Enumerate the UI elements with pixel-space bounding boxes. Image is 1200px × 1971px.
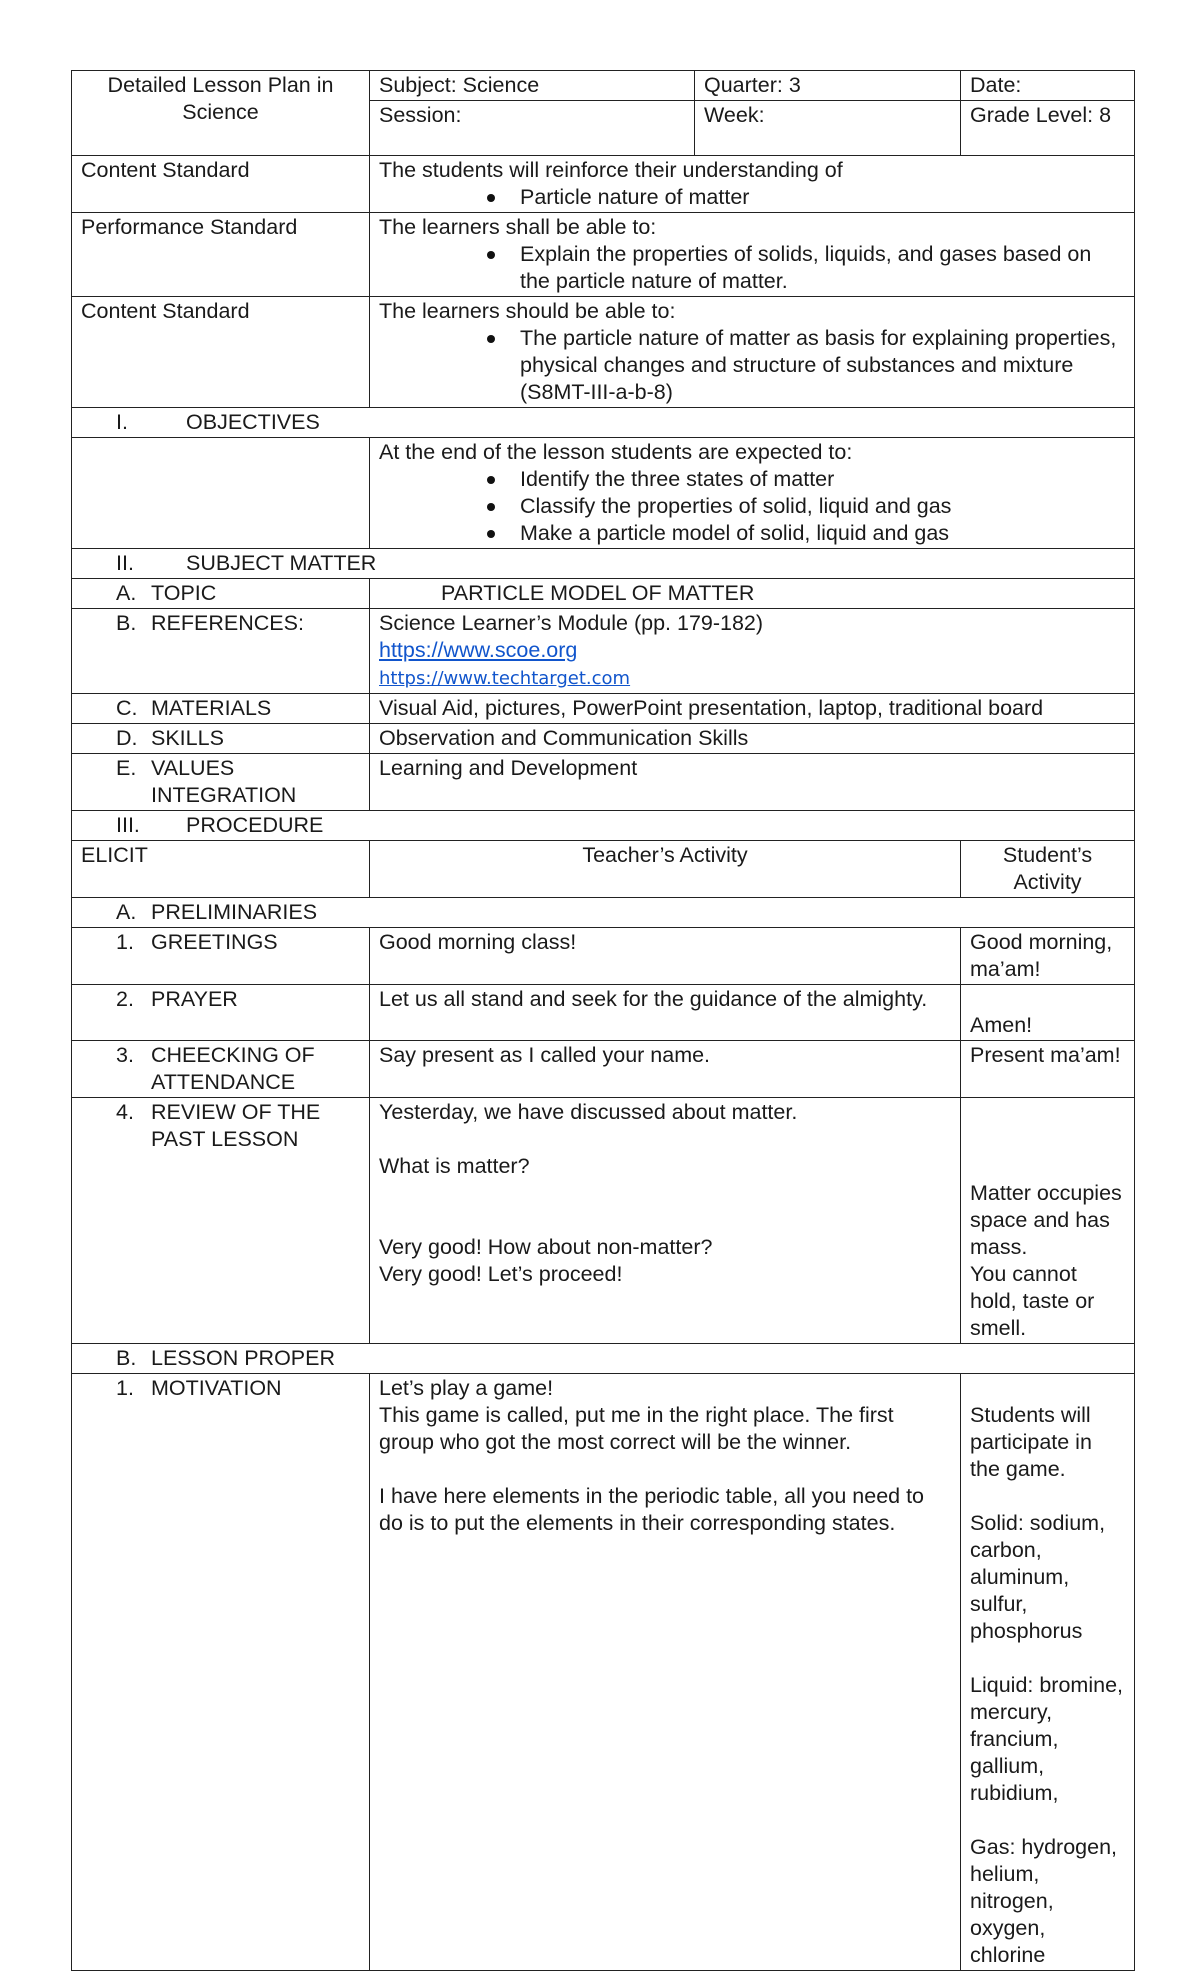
section-number: II. xyxy=(116,551,134,575)
teacher-line: Let’s play a game! xyxy=(379,1376,554,1400)
week-cell: Week: xyxy=(695,101,961,156)
item-letter: B. xyxy=(116,1346,137,1370)
objectives-content xyxy=(370,438,1135,549)
standard-content xyxy=(370,213,1135,297)
item-label: REFERENCES: xyxy=(151,611,304,635)
section-heading-row xyxy=(72,408,1135,438)
objectives-bullets xyxy=(379,466,1125,547)
student-line: Gas: hydrogen, helium, nitrogen, oxygen, chlorine xyxy=(970,1835,1118,1967)
student-line: Liquid: bromine, mercury, francium, gallium, rubidium, xyxy=(970,1673,1123,1805)
references-label-cell xyxy=(72,609,370,694)
subject-matter-heading xyxy=(72,549,1135,579)
subject-cell: Subject: Science xyxy=(370,71,695,101)
skills-row xyxy=(72,724,1135,754)
student-review xyxy=(961,1098,1135,1344)
bullet-item: Classify the properties of solid, liquid and gas xyxy=(520,493,1125,520)
item-number: 1. xyxy=(116,930,134,954)
standard-bullets xyxy=(379,241,1125,295)
item-label: GREETINGS xyxy=(151,930,278,954)
objectives-row xyxy=(72,438,1135,549)
attendance-label-cell xyxy=(72,1041,370,1098)
standard-intro: The students will reinforce their understanding of xyxy=(379,158,843,182)
teacher-line: This game is called, put me in the right place. The first group who got the most correct will be the winner. xyxy=(379,1403,894,1454)
item-label: CHEECKING OF ATTENDANCE xyxy=(151,1043,315,1094)
materials-value: Visual Aid, pictures, PowerPoint presentation, laptop, traditional board xyxy=(370,694,1135,724)
quarter-cell: Quarter: 3 xyxy=(695,71,961,101)
teacher-motivation xyxy=(370,1374,961,1971)
teacher-line: Very good! How about non-matter? xyxy=(379,1235,713,1259)
section-number: III. xyxy=(116,813,140,837)
item-letter: A. xyxy=(116,581,137,605)
standard-bullets xyxy=(379,325,1125,406)
item-label: PRELIMINARIES xyxy=(151,900,318,924)
item-label: VALUES INTEGRATION xyxy=(151,756,297,807)
lesson-plan-table xyxy=(71,70,1135,1971)
item-label: REVIEW OF THE PAST LESSON xyxy=(151,1100,321,1151)
bullet-item: Explain the properties of solids, liquids, and gases based on the particle nature of matter. xyxy=(520,241,1125,295)
bullet-item: Particle nature of matter xyxy=(520,184,1125,211)
prayer-row xyxy=(72,985,1135,1041)
skills-label-cell xyxy=(72,724,370,754)
references-value xyxy=(370,609,1135,694)
teacher-prayer: Let us all stand and seek for the guidance of the almighty. xyxy=(370,985,961,1041)
activity-header-row xyxy=(72,841,1135,898)
item-letter: A. xyxy=(116,900,137,924)
greetings-row xyxy=(72,928,1135,985)
values-label-cell xyxy=(72,754,370,811)
values-row xyxy=(72,754,1135,811)
bullet-item: Identify the three states of matter xyxy=(520,466,1125,493)
preliminaries-heading xyxy=(72,898,1135,928)
teacher-line: I have here elements in the periodic table, all you need to do is to put the elements in their corresponding states. xyxy=(379,1484,925,1535)
item-number: 2. xyxy=(116,987,134,1011)
references-text: Science Learner’s Module (pp. 179-182) xyxy=(379,611,764,635)
student-line: Matter occupies space and has mass. xyxy=(970,1181,1122,1259)
topic-label-cell xyxy=(72,579,370,609)
section-title: PROCEDURE xyxy=(186,813,324,837)
procedure-heading xyxy=(72,811,1135,841)
standard-label: Content Standard xyxy=(72,297,370,408)
standard-content xyxy=(370,156,1135,213)
section-title: SUBJECT MATTER xyxy=(186,551,377,575)
motivation-row xyxy=(72,1374,1135,1971)
item-label: TOPIC xyxy=(151,581,217,605)
bullet-item: The particle nature of matter as basis for explaining properties, physical changes and structure of substances and mixture (S8MT-III-a-b-8) xyxy=(520,325,1125,406)
references-row xyxy=(72,609,1135,694)
standard-label: Performance Standard xyxy=(72,213,370,297)
standard-row xyxy=(72,297,1135,408)
student-line: Students will participate in the game. xyxy=(970,1403,1092,1481)
item-number: 3. xyxy=(116,1043,134,1067)
elicit-label: ELICIT xyxy=(72,841,370,898)
standard-intro: The learners should be able to: xyxy=(379,299,676,323)
topic-row xyxy=(72,579,1135,609)
item-letter: D. xyxy=(116,726,138,750)
values-value: Learning and Development xyxy=(370,754,1135,811)
item-label: MOTIVATION xyxy=(151,1376,282,1400)
date-cell: Date: xyxy=(961,71,1135,101)
item-label: LESSON PROPER xyxy=(151,1346,335,1370)
lesson-proper-heading xyxy=(72,1344,1135,1374)
item-label: PRAYER xyxy=(151,987,238,1011)
student-prayer: Amen! xyxy=(961,985,1135,1041)
subsection-row xyxy=(72,898,1135,928)
empty-cell xyxy=(72,438,370,549)
teacher-attendance: Say present as I called your name. xyxy=(370,1041,961,1098)
materials-row xyxy=(72,694,1135,724)
session-cell: Session: xyxy=(370,101,695,156)
item-number: 4. xyxy=(116,1100,134,1124)
section-number: I. xyxy=(116,410,128,434)
student-line: You cannot hold, taste or smell. xyxy=(970,1262,1095,1340)
item-letter: C. xyxy=(116,696,138,720)
prayer-label-cell xyxy=(72,985,370,1041)
grade-level-cell: Grade Level: 8 xyxy=(961,101,1135,156)
standard-row xyxy=(72,213,1135,297)
subsection-row xyxy=(72,1344,1135,1374)
teacher-review xyxy=(370,1098,961,1344)
review-row xyxy=(72,1098,1135,1344)
teacher-activity-header: Teacher’s Activity xyxy=(370,841,961,898)
objectives-intro: At the end of the lesson students are expected to: xyxy=(379,440,853,464)
section-heading-row xyxy=(72,549,1135,579)
item-label: SKILLS xyxy=(151,726,224,750)
reference-link-techtarget[interactable]: https://www.techtarget.com xyxy=(379,668,631,689)
skills-value: Observation and Communication Skills xyxy=(370,724,1135,754)
topic-value xyxy=(370,579,1135,609)
item-letter: B. xyxy=(116,611,137,635)
student-activity-header: Student’s Activity xyxy=(961,841,1135,898)
item-label: MATERIALS xyxy=(151,696,272,720)
item-number: 1. xyxy=(116,1376,134,1400)
greetings-label-cell xyxy=(72,928,370,985)
section-title: OBJECTIVES xyxy=(186,410,320,434)
reference-link-scoe[interactable]: https://www.scoe.org xyxy=(379,638,578,662)
topic-text: PARTICLE MODEL OF MATTER xyxy=(441,581,755,605)
student-line: Solid: sodium, carbon, aluminum, sulfur, phosphorus xyxy=(970,1511,1106,1643)
lesson-plan-title: Detailed Lesson Plan in Science xyxy=(72,71,370,156)
teacher-line: What is matter? xyxy=(379,1154,530,1178)
objectives-heading xyxy=(72,408,1135,438)
review-label-cell xyxy=(72,1098,370,1344)
standard-bullets xyxy=(379,184,1125,211)
materials-label-cell xyxy=(72,694,370,724)
standard-content xyxy=(370,297,1135,408)
student-motivation xyxy=(961,1374,1135,1971)
student-attendance: Present ma’am! xyxy=(961,1041,1135,1098)
teacher-line: Yesterday, we have discussed about matter. xyxy=(379,1100,798,1124)
section-heading-row xyxy=(72,811,1135,841)
student-greeting: Good morning, ma’am! xyxy=(961,928,1135,985)
teacher-line: Very good! Let’s proceed! xyxy=(379,1262,623,1286)
lesson-plan-page xyxy=(71,70,1134,1971)
motivation-label-cell xyxy=(72,1374,370,1971)
standard-label: Content Standard xyxy=(72,156,370,213)
standard-intro: The learners shall be able to: xyxy=(379,215,657,239)
bullet-item: Make a particle model of solid, liquid and gas xyxy=(520,520,1125,547)
standard-row xyxy=(72,156,1135,213)
attendance-row xyxy=(72,1041,1135,1098)
teacher-greeting: Good morning class! xyxy=(370,928,961,985)
item-letter: E. xyxy=(116,756,137,780)
